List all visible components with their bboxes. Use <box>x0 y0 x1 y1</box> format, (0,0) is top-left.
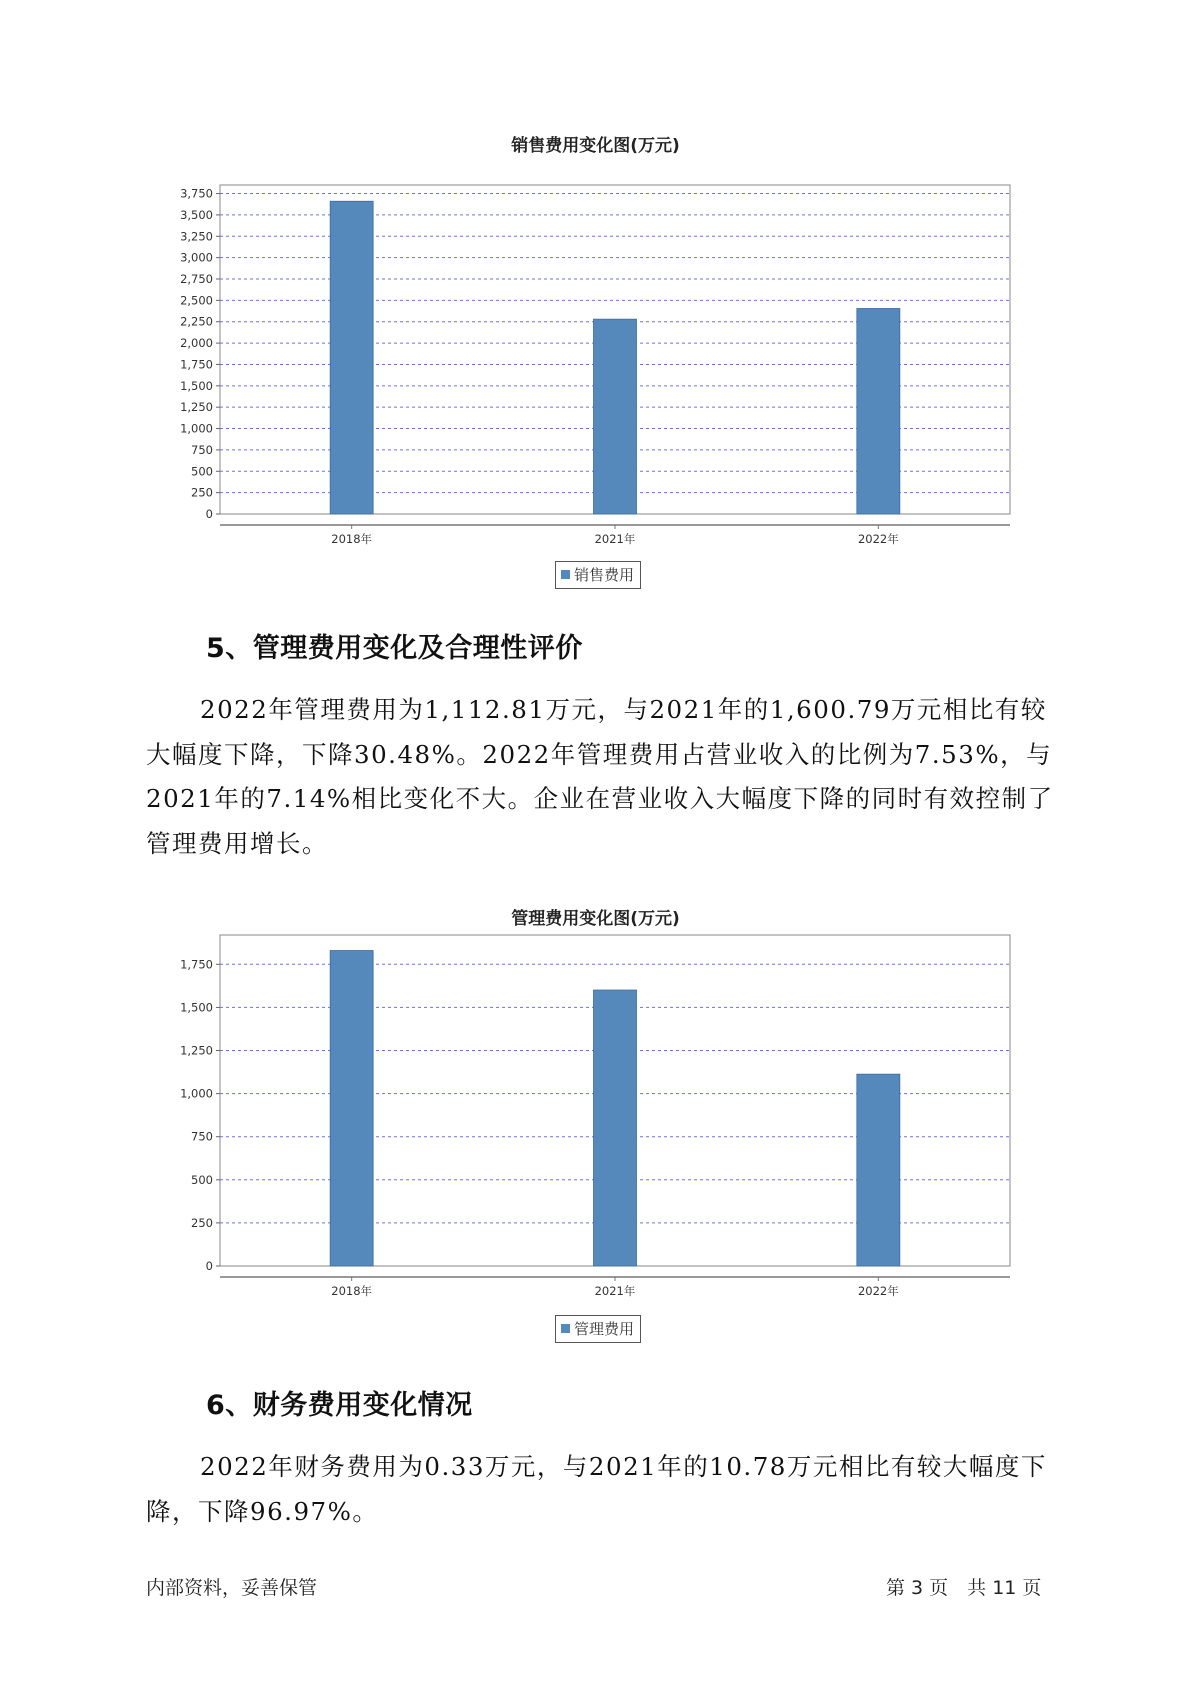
section-heading: 6、财务费用变化情况 <box>206 1390 473 1421</box>
y-tick-label: 500 <box>191 464 213 479</box>
y-tick-label: 1,250 <box>180 400 213 415</box>
bar <box>594 990 637 1266</box>
y-tick-label: 3,500 <box>180 207 213 222</box>
y-tick-label: 0 <box>205 507 213 521</box>
y-tick-label: 2,500 <box>180 293 213 308</box>
section-paragraph: 2022年财务费用为0.33万元，与2021年的10.78万元相比有较大幅度下降，下降96.97%。 <box>146 1452 1047 1526</box>
y-tick-label: 250 <box>191 1215 213 1230</box>
y-tick-label: 750 <box>191 1129 213 1144</box>
section-paragraph: 2022年管理费用为1,112.81万元，与2021年的1,600.79万元相比有较大幅度下降，下降30.48%。2022年管理费用占营业收入的比例为7.53%，与2021年的7.14%相比变化不大。企业在营业收入大幅度下降的同时有效控制了管理费用增长。 <box>146 695 1054 858</box>
y-tick-label: 2,000 <box>180 336 213 351</box>
y-tick-label: 1,000 <box>180 421 213 436</box>
footer-page-number: 第 3 页 共 11 页 <box>886 1577 1042 1599</box>
y-tick-label: 250 <box>191 485 213 500</box>
chart-legend <box>555 1315 641 1343</box>
y-tick-label: 1,500 <box>180 378 213 393</box>
y-tick-label: 2,750 <box>180 272 213 286</box>
legend-swatch <box>561 1324 570 1333</box>
section-heading: 5、管理费用变化及合理性评价 <box>206 633 583 664</box>
y-tick-label: 0 <box>205 1259 213 1273</box>
y-tick-label: 500 <box>191 1172 213 1187</box>
y-tick-label: 3,750 <box>180 186 213 201</box>
x-tick-label: 2018年 <box>331 1284 373 1298</box>
x-tick-label: 2022年 <box>857 532 899 546</box>
y-tick-label: 750 <box>191 442 213 457</box>
y-tick-label: 1,000 <box>180 1086 213 1101</box>
legend-label: 销售费用 <box>574 566 635 584</box>
x-tick-label: 2021年 <box>594 532 636 546</box>
y-tick-label: 3,000 <box>180 250 213 265</box>
x-tick-label: 2018年 <box>331 532 373 546</box>
legend-label: 管理费用 <box>574 1320 635 1338</box>
y-tick-label: 3,250 <box>180 229 213 244</box>
chart-title: 销售费用变化图(万元) <box>511 136 680 156</box>
footer-confidential: 内部资料，妥善保管 <box>146 1577 318 1599</box>
bar <box>330 951 373 1266</box>
y-tick-label: 1,250 <box>180 1043 213 1058</box>
x-tick-label: 2021年 <box>594 1284 636 1298</box>
bar <box>857 1074 900 1266</box>
x-tick-label: 2022年 <box>857 1284 899 1298</box>
chart-title: 管理费用变化图(万元) <box>511 909 680 929</box>
y-tick-label: 2,250 <box>180 314 213 329</box>
y-tick-label: 1,750 <box>180 957 213 972</box>
y-tick-label: 1,750 <box>180 357 213 372</box>
y-tick-label: 1,500 <box>180 1000 213 1015</box>
